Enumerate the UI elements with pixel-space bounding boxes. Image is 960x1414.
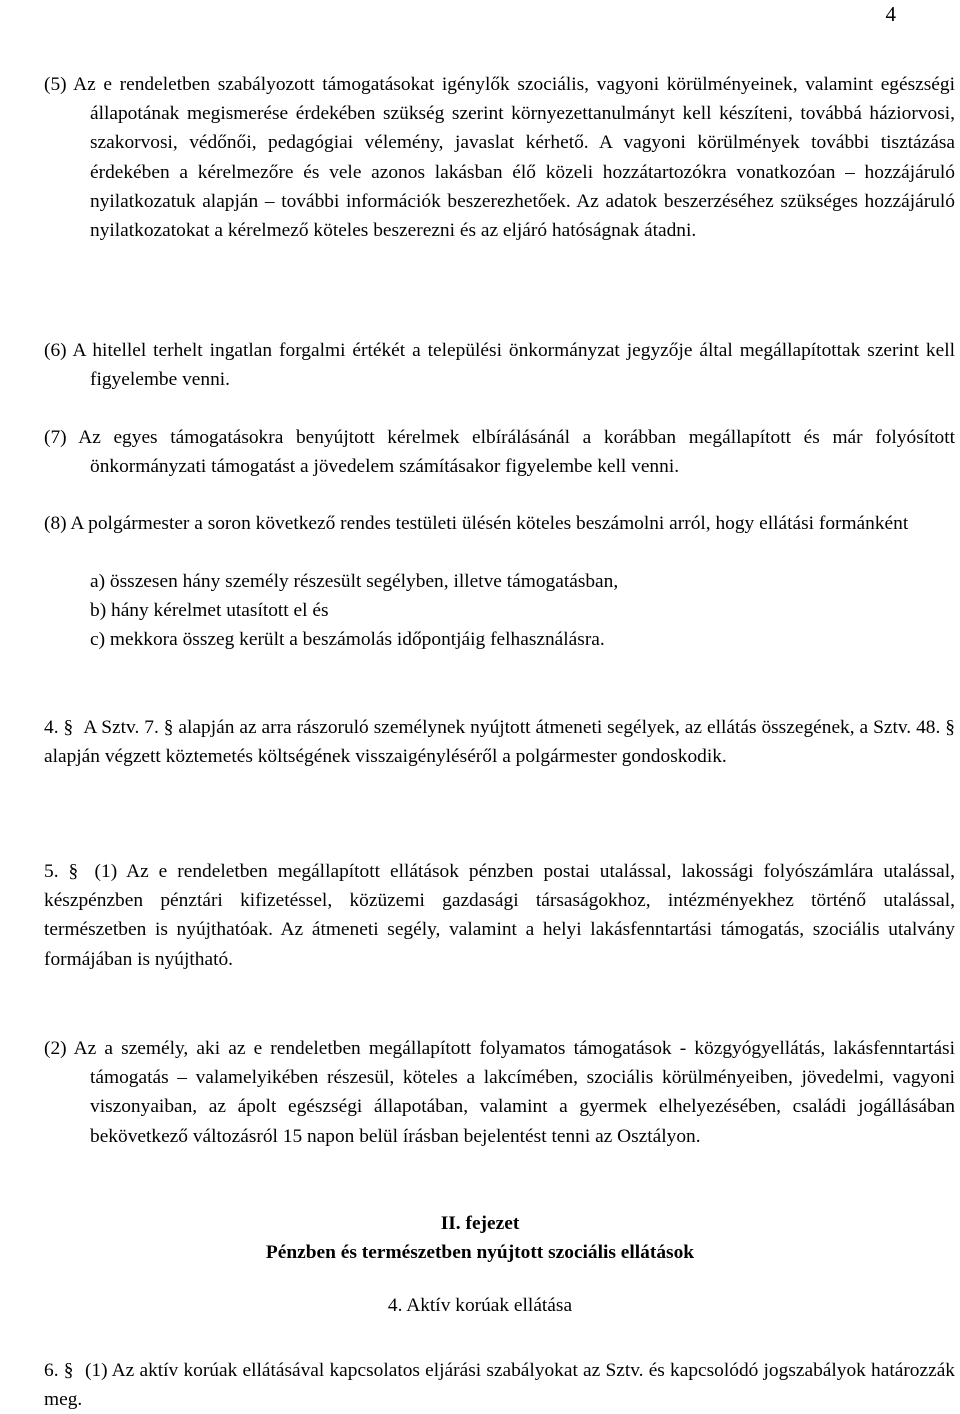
section-6-symbol: § <box>63 1360 74 1381</box>
section-5-text: (1) Az e rendeletben megállapított ellátások pénzben postai utalással, lakossági folyószámlára utalással, készpénzben pénztári kifizetéssel, közüzemi gazdasági társaságokhoz, intézményekhez történő utalással, természetben is nyújthatóak. Az átmeneti segély, valamint a helyi lakásfenntartási támogatás, szociális utalvány formájában is nyújtható. <box>44 861 955 970</box>
section-6-number: 6. <box>44 1360 59 1381</box>
chapter-heading: II. fejezet <box>440 1213 520 1234</box>
section-5-paragraph-2: (2) Az a személy, aki az e rendeletben megállapított folyamatos támogatások - közgyógyellátás, lakásfenntartási támogatás – valamelyikében részesül, köteles a lakcímében, szociális körülményeiben, jövedelmi, vagyoni viszonyaiban, az ápolt egészségi állapotában, valamint a gyermek elhelyezésében, családi jogállásában bekövetkező változásról 15 napon belül írásban bejelentést tenni az Osztályon. <box>44 1038 955 1147</box>
section-5-number: 5. <box>44 861 59 882</box>
section-6-text: (1) Az aktív korúak ellátásával kapcsolatos eljárási szabályokat az Sztv. és kapcsolódó jogszabályok határozzák meg. <box>44 1360 956 1411</box>
page-number: 4 <box>885 2 896 26</box>
paragraph-8-item-b: b) hány kérelmet utasított el és <box>90 600 329 621</box>
paragraph-6: (6) A hitellel terhelt ingatlan forgalmi értékét a települési önkormányzat jegyzője által megállapítottak szerint kell figyelembe venni. <box>44 340 955 391</box>
paragraph-8-intro: (8) A polgármester a soron következő rendes testületi ülésén köteles beszámolni arról, hogy ellátási formánként <box>44 513 909 534</box>
section-5-paragraph-1 <box>44 857 955 974</box>
chapter-title: Pénzben és természetben nyújtott szociális ellátások <box>265 1242 695 1263</box>
section-4-text: A Sztv. 7. § alapján az arra rászoruló személynek nyújtott átmeneti segélyek, az ellátás összegének, a Sztv. 48. § alapján végzett köztemetés költségének visszaigényléséről a polgármester gondoskodik. <box>44 717 955 768</box>
section-title: 4. Aktív korúak ellátása <box>387 1295 573 1316</box>
paragraph-8-item-c: c) mekkora összeg került a beszámolás időpontjáig felhasználásra. <box>90 629 605 650</box>
section-4-number: 4. <box>44 717 59 738</box>
section-6 <box>44 1356 955 1414</box>
section-5-symbol: § <box>68 861 79 882</box>
section-4-symbol: § <box>63 717 74 738</box>
paragraph-7: (7) Az egyes támogatásokra benyújtott kérelmek elbírálásánál a korábban megállapított és már folyósított önkormányzati támogatást a jövedelem számításakor figyelembe kell venni. <box>44 427 955 478</box>
paragraph-8-item-a: a) összesen hány személy részesült segélyben, illetve támogatásban, <box>90 571 619 592</box>
paragraph-5: (5) Az e rendeletben szabályozott támogatásokat igénylők szociális, vagyoni körülményeinek, valamint egészségi állapotának megismerése érdekében szükség szerint környezettanulmányt kell készíteni, továbbá háziorvosi, szakorvosi, védőnői, pedagógiai vélemény, javaslat kérhető. A vagyoni körülmények további tisztázása érdekében a kérelmezőre és vele azonos lakásban élő közeli hozzátartozókra vonatkozóan – hozzájáruló nyilatkozatuk alapján – további információk beszerezhetőek. Az adatok beszerzéséhez szükséges hozzájáruló nyilatkozatokat a kérelmező köteles beszerezni és az eljáró hatóságnak átadni. <box>44 74 955 242</box>
section-4 <box>44 713 955 771</box>
